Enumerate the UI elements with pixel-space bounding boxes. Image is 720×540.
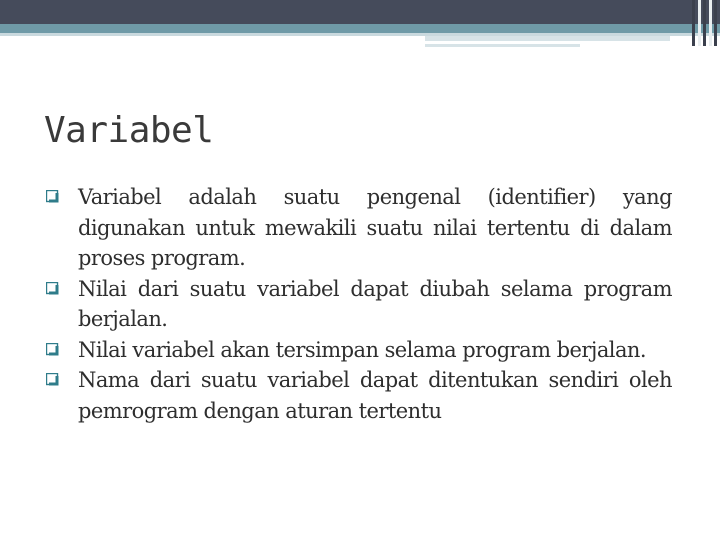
hollow-square-bullet-icon xyxy=(46,282,59,295)
header-bar xyxy=(0,0,720,24)
bullet-text: Variabel adalah suatu pengenal (identifier) yang digunakan untuk mewakili suatu nilai tertentu di dalam proses program. xyxy=(78,185,672,270)
hollow-square-bullet-icon xyxy=(46,343,59,356)
bullet-text: Nama dari suatu variabel dapat ditentukan sendiri oleh pemrogram dengan aturan tertentu xyxy=(78,368,672,423)
list-item xyxy=(44,274,672,335)
hollow-square-bullet-icon xyxy=(46,190,59,203)
decorative-strip xyxy=(425,44,580,47)
bullet-text: Nilai variabel akan tersimpan selama program berjalan. xyxy=(78,337,647,362)
header-accent-band xyxy=(0,24,720,33)
hollow-square-bullet-icon xyxy=(46,373,59,386)
bullet-list xyxy=(44,182,672,426)
bullet-text: Nilai dari suatu variabel dapat diubah selama program berjalan. xyxy=(78,276,672,331)
slide-title: Variabel xyxy=(44,110,214,151)
decorative-strip xyxy=(425,36,670,41)
list-item xyxy=(44,182,672,274)
list-item xyxy=(44,335,672,366)
list-item xyxy=(44,365,672,426)
decorative-edge-lines xyxy=(690,0,720,46)
